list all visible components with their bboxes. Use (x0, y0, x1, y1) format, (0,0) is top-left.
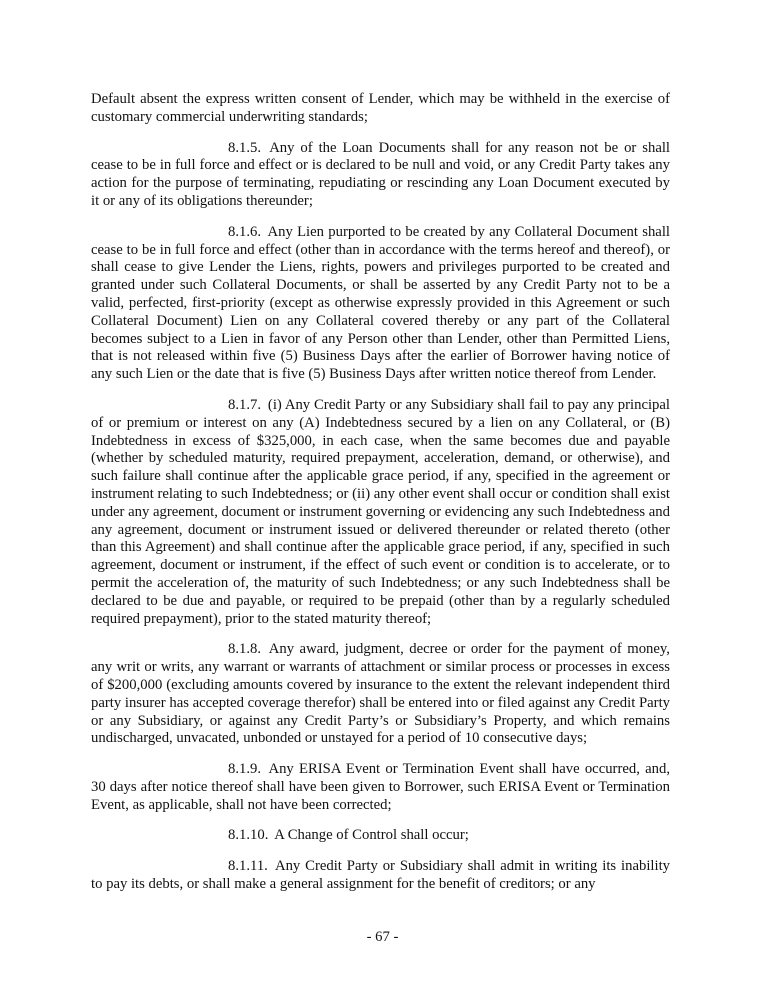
section-number: 8.1.6. (228, 223, 262, 240)
section-text: (i) Any Credit Party or any Subsidiary shall fail to pay any principal of or premium or interest on any (A) Indebtedness secured by a lien on any Collateral, or (B) Indebtedness in excess of $325,000, in each case, when the same becomes due and payable (whether by scheduled maturity, required prepayment, acceleration, demand, or otherwise), and such failure shall continue after the applicable grace period, if any, specified in the agreement or instrument relating to such Indebtedness; or (ii) any other event shall occur or condition shall exist under any agreement, document or instrument governing or evidencing any such Indebtedness and any agreement, document or instrument issued or delivered thereunder or related thereto (other than this Agreement) and shall continue after the applicable grace period, if any, specified in such agreement, document or instrument, if the effect of such event or condition is to accelerate, or to permit the acceleration of, the maturity of such Indebtedness; or any such Indebtedness shall be declared to be due and payable, or required to be prepaid (other than by a regularly scheduled required prepayment), prior to the stated maturity thereof; (91, 396, 671, 627)
section-text: Any of the Loan Documents shall for any reason not be or shall cease to be in full force and effect or is declared to be null and void, or any Credit Party takes any action for the purpose of terminating, repudiating or rescinding any Loan Document executed by it or any of its obligations thereunder; (91, 139, 670, 209)
section-8-1-9 (91, 761, 670, 814)
section-text: Any Lien purported to be created by any Collateral Document shall cease to be in full force and effect (other than in accordance with the terms hereof and thereof), or shall cease to give Lender the Liens, rights, powers and privileges purported to be created and granted under such Collateral Documents, or shall be asserted by any Credit Party not to be a valid, perfected, first-priority (except as otherwise expressly provided in this Agreement or such Collateral Document) Lien on any Collateral covered thereby or any part of the Collateral becomes subject to a Lien in favor of any Person other than Lender, other than Permitted Liens, that is not released within five (5) Business Days after the earlier of Borrower having notice of any such Lien or the date that is five (5) Business Days after written notice thereof from Lender. (91, 223, 670, 383)
section-number: 8.1.10. (228, 827, 269, 844)
section-number: 8.1.9. (228, 761, 262, 778)
section-8-1-11 (91, 858, 670, 894)
document-body (91, 91, 670, 907)
section-8-1-6 (91, 224, 670, 384)
section-8-1-8 (91, 641, 670, 748)
page-number: - 67 - (366, 929, 399, 945)
section-8-1-10 (91, 827, 670, 845)
section-number: 8.1.7. (228, 396, 262, 413)
paragraph-continuation (91, 91, 670, 127)
section-text: Any ERISA Event or Termination Event shall have occurred, and, 30 days after notice thereof shall have been given to Borrower, such ERISA Event or Termination Event, as applicable, shall not have been corrected; (91, 761, 670, 813)
section-text: A Change of Control shall occur; (274, 827, 469, 844)
section-number: 8.1.5. (228, 139, 262, 156)
section-text: Any award, judgment, decree or order for the payment of money, any writ or writs, any warrant or warrants of attachment or similar process or processes in excess of $200,000 (excluding amounts covered by insurance to the extent the relevant independent third party insurer has accepted coverage therefor) shall be entered into or filed against any Credit Party or any Subsidiary, or against any Credit Party’s or Subsidiary’s Property, and which remains undischarged, unvacated, unbonded or unstayed for a period of 10 consecutive days; (91, 641, 670, 747)
section-8-1-5 (91, 140, 670, 211)
section-number: 8.1.8. (228, 641, 262, 658)
section-text: Any Credit Party or Subsidiary shall admit in writing its inability to pay its debts, or shall make a general assignment for the benefit of creditors; or any (91, 858, 670, 893)
section-number: 8.1.11. (228, 858, 268, 875)
paragraph-text: Default absent the express written consent of Lender, which may be withheld in the exercise of customary commercial underwriting standards; (91, 91, 670, 125)
section-8-1-7 (91, 397, 670, 628)
